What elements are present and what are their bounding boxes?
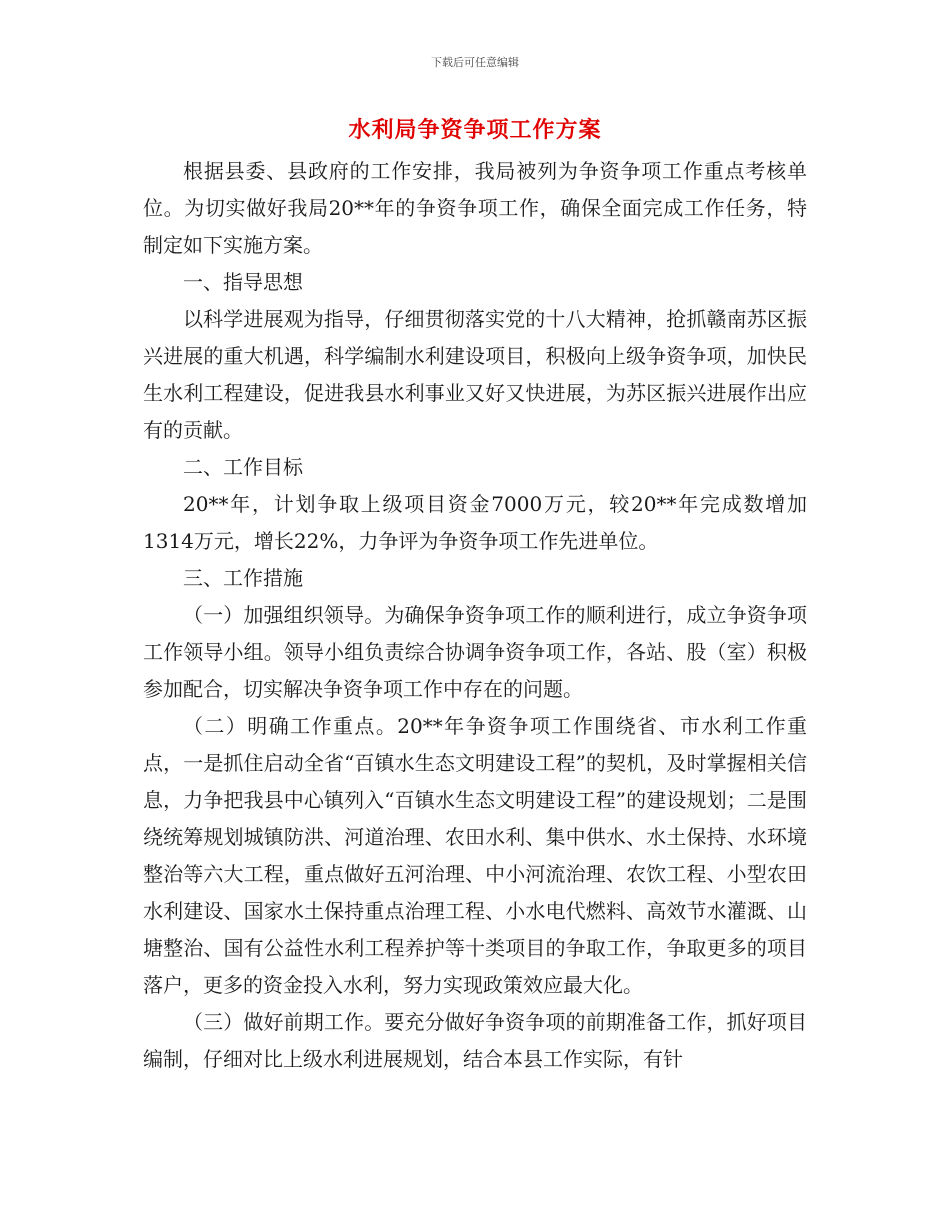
intro-paragraph: 根据县委、县政府的工作安排，我局被列为争资争项工作重点考核单位。为切实做好我局20**年的争资争项工作，确保全面完成工作任务，特制定如下实施方案。 [143, 159, 807, 257]
section-heading-work-measures: 三、工作措施 [183, 566, 303, 590]
section-paragraph: 以科学进展观为指导，仔细贯彻落实党的十八大精神，抢抓赣南苏区振兴进展的重大机遇，科学编制水利建设项目，积极向上级争资争项，加快民生水利工程建设，促进我县水利事业又好又快进展，为苏区振兴进展作出应有的贡献。 [143, 307, 807, 442]
document-title: 水利局争资争项工作方案 [348, 117, 602, 143]
section-heading-guiding-ideology: 一、指导思想 [183, 270, 303, 294]
measure-paragraph-key-points: （二）明确工作重点。20**年争资争项工作围绕省、市水利工作重点，一是抓住启动全省“百镇水生态文明建设工程”的契机，及时掌握相关信息，力争把我县中心镇列入“百镇水生态文明建设工程”的建设规划；二是围绕统筹规划城镇防洪、河道治理、农田水利、集中供水、水土保持、水环境整治等六大工程，重点做好五河治理、中小河流治理、农饮工程、小型农田水利建设、国家水土保持重点治理工程、小水电代燃料、高效节水灌溉、山塘整治、国有公益性水利工程养护等十类项目的争取工作，争取更多的项目落户，更多的资金投入水利，努力实现政策效应最大化。 [143, 714, 807, 997]
measure-paragraph-preparation: （三）做好前期工作。要充分做好争资争项的前期准备工作，抓好项目编制，仔细对比上级水利进展规划，结合本县工作实际，有针 [143, 1010, 807, 1071]
page-header-note: 下载后可任意编辑 [431, 56, 519, 69]
section-paragraph: 20**年，计划争取上级项目资金7000万元，较20**年完成数增加1314万元，增长22%，力争评为争资争项工作先进单位。 [143, 492, 807, 553]
measure-paragraph-organization: （一）加强组织领导。为确保争资争项工作的顺利进行，成立争资争项工作领导小组。领导小组负责综合协调争资争项工作，各站、股（室）积极参加配合，切实解决争资争项工作中存在的问题。 [143, 603, 807, 701]
document-body [143, 153, 807, 1078]
section-heading-work-goals: 二、工作目标 [183, 455, 303, 479]
